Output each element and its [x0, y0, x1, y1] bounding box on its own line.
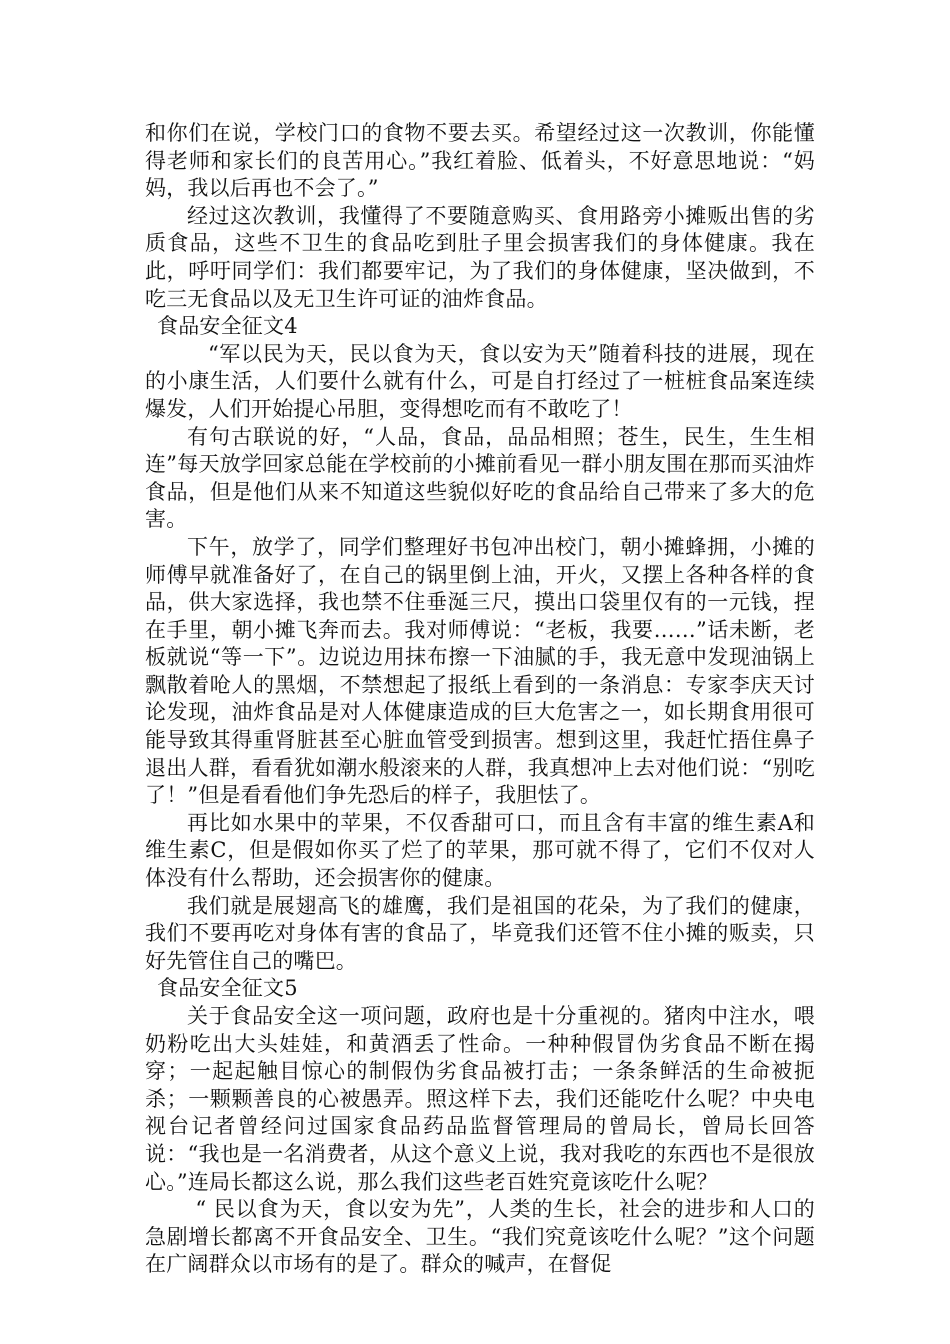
section-heading-4: 食品安全征文4 [157, 314, 298, 339]
paragraph: 再比如水果中的苹果，不仅香甜可口，而且含有丰富的维生素A和维生素C，但是假如你买了烂了的苹果，那可就不得了，它们不仅对人体没有什么帮助，还会损害你的健康。 [145, 810, 815, 891]
document-body [145, 120, 815, 1279]
section-heading-5: 食品安全征文5 [157, 976, 298, 1001]
paragraph: 下午，放学了，同学们整理好书包冲出校门，朝小摊蜂拥，小摊的师傅早就准备好了，在自己的锅里倒上油，开火，又摆上各种各样的食品，供大家选择，我也禁不住垂涎三尺，摸出口袋里仅有的一元钱，捏在手里，朝小摊飞奔而去。我对师傅说：“老板，我要……”话未断，老板就说“等一下”。边说边用抹布擦一下油腻的手，我无意中发现油锅上飘散着呛人的黑烟，不禁想起了报纸上看到的一条消息：专家李庆天讨论发现，油炸食品是对人体健康造成的巨大危害之一，如长期食用很可能导致其得重肾脏甚至心脏血管受到损害。想到这里，我赶忙捂住鼻子退出人群，看看犹如潮水般滚来的人群，我真想冲上去对他们说：“别吃了！”但是看看他们争先恐后的样子，我胆怯了。 [145, 534, 815, 808]
paragraph: 经过这次教训，我懂得了不要随意购买、食用路旁小摊贩出售的劣质食品，这些不卫生的食品吃到肚子里会损害我们的身体健康。我在此，呼吁同学们：我们都要牢记，为了我们的身体健康，坚决做到，不吃三无食品以及无卫生许可证的油炸食品。 [145, 203, 815, 311]
paragraph: 关于食品安全这一项问题，政府也是十分重视的。猪肉中注水，喂奶粉吃出大头娃娃，和黄酒丢了性命。一种种假冒伪劣食品不断在揭穿；一起起触目惊心的制假伪劣食品被打击；一条条鲜活的生命被扼杀；一颗颗善良的心被愚弄。照这样下去，我们还能吃什么呢？中央电视台记者曾经问过国家食品药品监督管理局的曾局长，曾局长回答说：“我也是一名消费者，从这个意义上说，我对我吃的东西也不是很放心。”连局长都这么说，那么我们这些老百姓究竟该吃什么呢？ [145, 1004, 815, 1194]
paragraph: “ 民以食为天，食以安为先”，人类的生长，社会的进步和人口的急剧增长都离不开食品安全、卫生。“我们究竟该吃什么呢？”这个问题在广阔群众以市场有的是了。群众的喊声，在督促 [145, 1197, 815, 1277]
paragraph: 我们就是展翅高飞的雄鹰，我们是祖国的花朵，为了我们的健康，我们不要再吃对身体有害的食品了，毕竟我们还管不住小摊的贩卖，只好先管住自己的嘴巴。 [145, 893, 815, 973]
paragraph-continuation: 和你们在说，学校门口的食物不要去买。希望经过这一次教训，你能懂得老师和家长们的良苦用心。”我红着脸、低着头，不好意思地说：“妈妈，我以后再也不会了。” [145, 121, 815, 201]
paragraph: 有句古联说的好，“人品，食品，品品相照；苍生，民生，生生相连”每天放学回家总能在学校前的小摊前看见一群小朋友围在那而买油炸食品，但是他们从来不知道这些貌似好吃的食品给自己带来了多大的危害。 [145, 424, 815, 532]
paragraph: “军以民为天，民以食为天，食以安为天”随着科技的进展，现在的小康生活，人们要什么就有什么，可是自打经过了一桩桩食品案连续爆发，人们开始提心吊胆，变得想吃而有不敢吃了！ [145, 341, 815, 421]
